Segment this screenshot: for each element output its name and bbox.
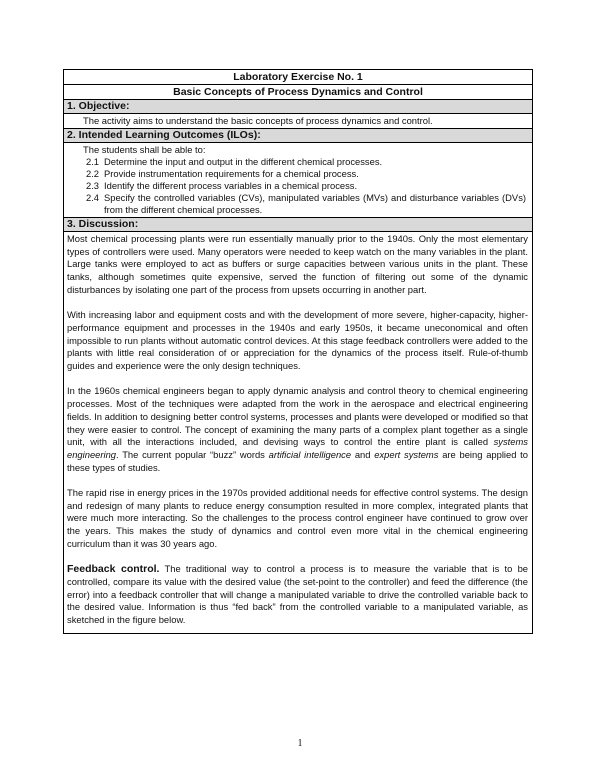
emphasis-systems-engineering: systems engineering (67, 436, 528, 460)
paragraph-text: The traditional way to control a process is to measure the variable that is to be controlled, compare its value with the desired value (the set-point to the controller) and feed the difference (the error) into a feedback controller that will change a manipulated variable to drive the controlled variable back to the desired value. Information is thus “fed back” from the controlled variable to a manipulated variable, as sketched in the figure below. (67, 563, 528, 626)
discussion-paragraph-2: With increasing labor and equipment costs and with the development of more severe, higher-capacity, higher-performance equipment and processes in the 1940s and early 1950s, it became uneconomical and often impossible to run plants without automatic control devices. At this stage feedback controllers were added to the plants with little real consideration of or appreciation for the dynamics of the process itself. Rule-of-thumb guides and experience were the only design techniques. (67, 309, 528, 372)
ilos-lead: The students shall be able to: (83, 144, 206, 155)
ilos-list (64, 156, 532, 217)
paragraph-text: In the 1960s chemical engineers began to apply dynamic analysis and control theory to chemical engineering processes. Most of the techniques were adapted from the work in the aerospace and electrical engineering fields. In addition to designing better control systems, processes and plants were developed or modified so that they were easier to control. The concept of examining the many parts of a complex plant together as a single unit, with all the interactions included, and devising ways to control the entire plant is called (67, 385, 528, 448)
exercise-number-title: Laboratory Exercise No. 1 (64, 70, 532, 85)
emphasis-artificial-intelligence: artificial intelligence (268, 448, 352, 460)
discussion-heading: 3. Discussion: (64, 218, 532, 232)
ilo-text: Determine the input and output in the different chemical processes. (104, 156, 383, 167)
ilo-number: 2.1 (85, 156, 99, 167)
ilo-number: 2.3 (85, 180, 99, 191)
discussion-paragraph-1: Most chemical processing plants were run essentially manually prior to the 1940s. Only the most elementary types of controllers were used. Many operators were needed to keep watch on the many variables in the plant. Large tanks were employed to act as buffers or surge capacities between various units in the plant. These tanks, although sometimes quite expensive, served the function of filtering out some of the dynamic disturbances by isolating one part of the process from upsets occurring in another part. (67, 233, 528, 295)
ilos-heading: 2. Intended Learning Outcomes (ILOs): (64, 129, 532, 143)
paragraph-text: are being applied to these types of studies. (67, 448, 528, 473)
ilo-text: Identify the different process variables in a chemical process. (104, 180, 358, 191)
discussion-paragraph-3 (67, 385, 528, 474)
objective-text: The activity aims to understand the basic concepts of process dynamics and control. (64, 114, 532, 129)
list-item (64, 156, 526, 168)
exercise-subtitle: Basic Concepts of Process Dynamics and Control (64, 85, 532, 100)
ilo-text: Specify the controlled variables (CVs), manipulated variables (MVs) and disturbance variables (DVs) from the different chemical processes. (104, 192, 526, 215)
ilos-body (64, 143, 532, 218)
list-item (64, 168, 526, 180)
objective-heading: 1. Objective: (64, 100, 532, 114)
ilo-number: 2.2 (85, 168, 99, 179)
discussion-paragraph-5 (67, 563, 528, 627)
paragraph-text: and (351, 448, 375, 460)
emphasis-expert-systems: expert systems (374, 448, 439, 460)
discussion-body (64, 232, 532, 633)
list-item (64, 192, 526, 216)
discussion-paragraph-4: The rapid rise in energy prices in the 1970s provided additional needs for effective control systems. The design and redesign of many plants to reduce energy consumption resulted in more complex, integrated plants that were much more interacting. So the challenges to the process control engineer have continued to grow over the years. This makes the study of dynamics and control even more vital in the chemical engineering curriculum than it was 30 years ago. (67, 487, 528, 549)
feedback-control-heading: Feedback control. (67, 563, 160, 576)
lab-exercise-table (63, 69, 533, 634)
ilo-text: Provide instrumentation requirements for a chemical process. (104, 168, 359, 179)
ilo-number: 2.4 (85, 192, 99, 203)
paragraph-text: . The current popular “buzz” words (116, 448, 269, 460)
page-number: 1 (297, 738, 303, 749)
list-item (64, 180, 526, 192)
